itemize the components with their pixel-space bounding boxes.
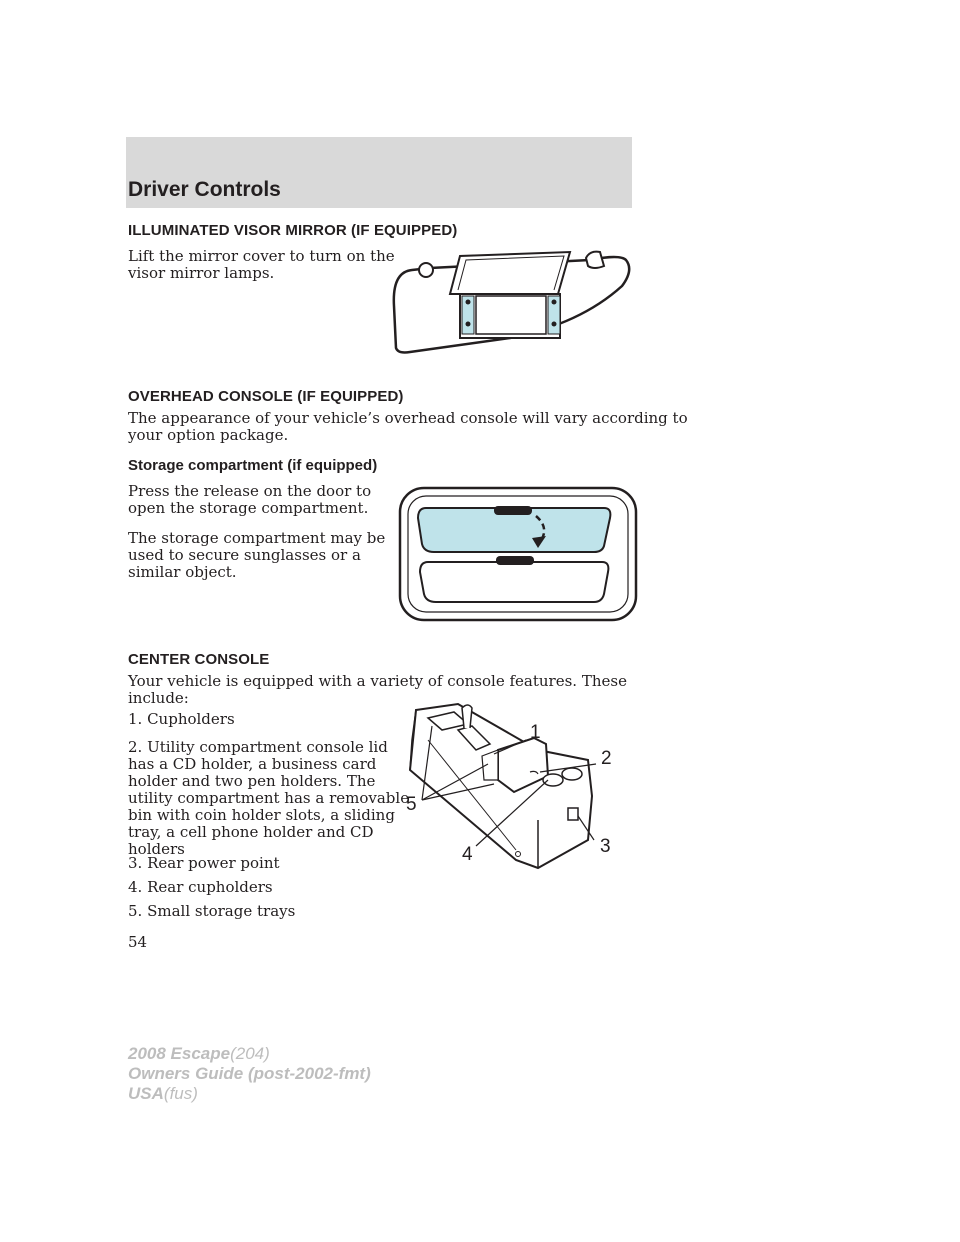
overhead-text [128, 410, 688, 444]
footer-line-2: Owners Guide (post-2002-fmt) [128, 1064, 371, 1083]
page-number: 54 [128, 933, 148, 951]
page-title: Driver Controls [128, 178, 281, 201]
list-item-4: 4. Rear cupholders [128, 878, 273, 896]
storage-line: similar object. [128, 563, 237, 581]
footer-line-1 [128, 1044, 270, 1064]
visor-mirror-illustration [390, 246, 640, 358]
list-item-line: utility compartment has a removable [128, 789, 410, 807]
rear-power-point [568, 808, 578, 820]
console-body [410, 704, 592, 868]
visor-pivot [419, 263, 433, 277]
storage-line: open the storage compartment. [128, 499, 369, 517]
visor-line: Lift the mirror cover to turn on the [128, 247, 395, 265]
footer-model: 2008 Escape [128, 1044, 231, 1063]
overhead-line: The appearance of your vehicle’s overhead console will vary according to [128, 409, 688, 427]
visor-text [128, 248, 395, 282]
lamp-panel [420, 562, 608, 602]
rear-cupholder [543, 774, 563, 786]
overhead-heading: OVERHEAD CONSOLE (IF EQUIPPED) [128, 388, 404, 405]
list-item-3: 3. Rear power point [128, 854, 280, 872]
overhead-line: your option package. [128, 426, 289, 444]
door-release [494, 506, 532, 515]
center-console-illustration [398, 700, 630, 880]
list-item-2 [128, 739, 409, 858]
center-intro-line: include: [128, 689, 189, 707]
callout-3: 3 [600, 836, 611, 857]
callout-2: 2 [601, 748, 612, 769]
center-heading: CENTER CONSOLE [128, 651, 270, 668]
list-item-line: holder and two pen holders. The [128, 772, 376, 790]
list-item-line: tray, a cell phone holder and CD [128, 823, 374, 841]
callout-5: 5 [406, 794, 417, 815]
callout-1: 1 [530, 722, 541, 743]
storage-line: Press the release on the door to [128, 482, 372, 500]
list-item-line: 2. Utility compartment console lid [128, 738, 388, 756]
list-item-1: 1. Cupholders [128, 710, 235, 728]
storage-para-2 [128, 530, 385, 581]
footer-code: (204) [230, 1044, 270, 1063]
visor-clip [586, 252, 604, 268]
storage-line: used to secure sunglasses or a [128, 546, 361, 564]
list-item-5: 5. Small storage trays [128, 902, 296, 920]
rear-cupholder [562, 768, 582, 780]
overhead-console-illustration [398, 486, 640, 624]
list-item-line: holders [128, 840, 185, 858]
footer-line-3 [128, 1084, 198, 1104]
mirror-glass [476, 296, 546, 334]
callout-4: 4 [462, 844, 473, 865]
center-intro-line: Your vehicle is equipped with a variety of console features. These [128, 672, 627, 690]
gear-shifter [462, 705, 472, 728]
storage-heading: Storage compartment (if equipped) [128, 457, 378, 474]
visor-heading: ILLUMINATED VISOR MIRROR (IF EQUIPPED) [128, 222, 458, 239]
visor-line: visor mirror lamps. [128, 264, 275, 282]
storage-para-1 [128, 483, 371, 517]
list-item-line: bin with coin holder slots, a sliding [128, 806, 395, 824]
footer-lang: (fus) [163, 1084, 198, 1103]
list-item-line: has a CD holder, a business card [128, 755, 377, 773]
footer-market: USA [128, 1084, 164, 1103]
storage-line: The storage compartment may be [128, 529, 386, 547]
